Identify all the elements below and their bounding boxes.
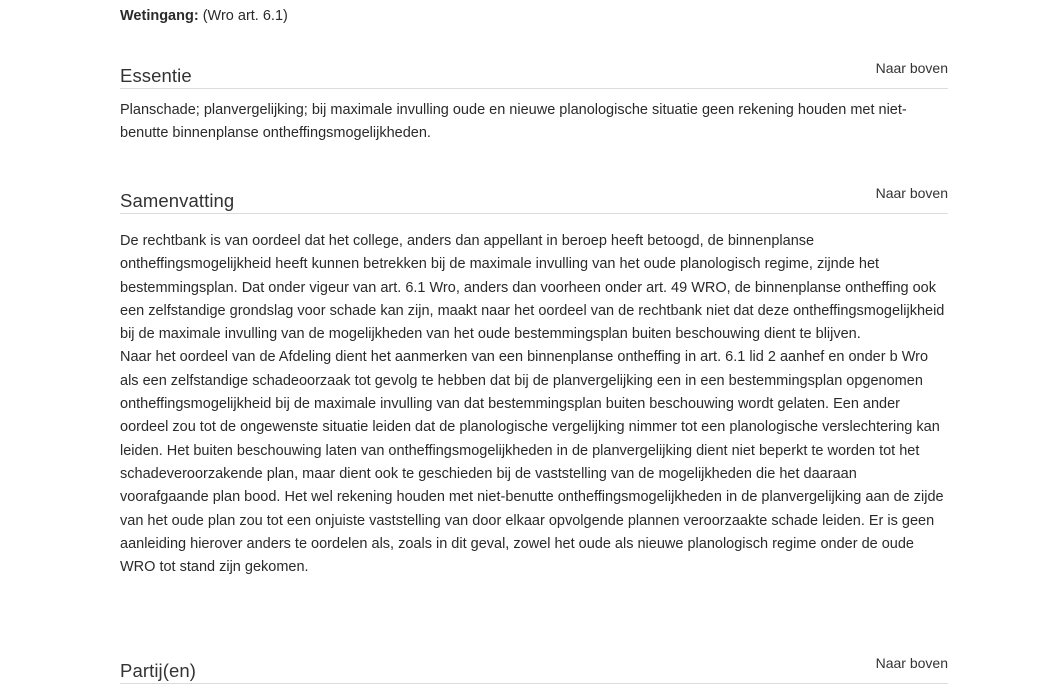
section-partijen xyxy=(120,655,948,684)
wetingang-value: (Wro art. 6.1) xyxy=(202,8,288,24)
wetingang-line xyxy=(120,6,288,26)
section-title-partijen: Partij(en) xyxy=(120,660,197,681)
wetingang-label: Wetingang: xyxy=(120,8,199,24)
paragraph: De rechtbank is van oordeel dat het college, anders dan appellant in beroep heeft betoogd, de binnenplanse ontheffingsmogelijkheid heeft kunnen betrekken bij de maximale invulling van het oude planologisch regime, zijnde het bestemmingsplan. Dat onder vigeur van art. 6.1 Wro, anders dan voorheen onder art. 49 WRO, de binnenplanse ontheffing ook een zelfstandige grondslag voor schade kan zijn, maakt naar het oordeel van de rechtbank niet dat deze ontheffingsmogelijkheid bij de maximale invulling van de mogelijkheden van het oude bestemmingsplan buiten beschouwing dient te blijven. xyxy=(120,233,945,343)
paragraph: Planschade; planvergelijking; bij maximale invulling oude en nieuwe planologische situatie geen rekening houden met niet-benutte binnenplanse ontheffingsmogelijkheden. xyxy=(120,102,907,141)
back-to-top-link[interactable]: Naar boven xyxy=(875,185,948,201)
section-body-samenvatting xyxy=(120,230,948,579)
section-essentie xyxy=(120,60,948,145)
section-header xyxy=(120,655,948,684)
back-to-top-link[interactable]: Naar boven xyxy=(875,655,948,671)
section-samenvatting xyxy=(120,185,948,579)
section-body-essentie xyxy=(120,99,948,145)
section-header xyxy=(120,185,948,214)
section-header xyxy=(120,60,948,89)
back-to-top-link[interactable]: Naar boven xyxy=(875,60,948,76)
paragraph: Naar het oordeel van de Afdeling dient het aanmerken van een binnenplanse ontheffing in art. 6.1 lid 2 aanhef en onder b Wro als een zelfstandige schadeoorzaak tot gevolg te hebben dat bij de planvergelijking een in een bestemmingsplan opgenomen ontheffingsmogelijkheid bij de maximale invulling van dat bestemmingsplan buiten beschouwing wordt gelaten. Een ander oordeel zou tot de ongewenste situatie leiden dat de planologische vergelijking nimmer tot een planologische verslechtering kan leiden. Het buiten beschouwing laten van ontheffingsmogelijkheden in de planvergelijking dient niet beperkt te worden tot het schadeveroorzakende plan, maar dient ook te geschieden bij de vaststelling van de mogelijkheden die het daaraan voorafgaande plan bood. Het wel rekening houden met niet-benutte ontheffingsmogelijkheden in de planvergelijking aan de zijde van het oude plan zou tot een onjuiste vaststelling van door elkaar opvolgende plannen veroorzaakte schade leiden. Er is geen aanleiding hierover anders te oordelen als, zoals in dit geval, zowel het oude als nieuwe planologisch regime onder de oude WRO tot stand zijn gekomen. xyxy=(120,349,944,576)
section-title-samenvatting: Samenvatting xyxy=(120,190,235,211)
section-title-essentie: Essentie xyxy=(120,65,192,86)
